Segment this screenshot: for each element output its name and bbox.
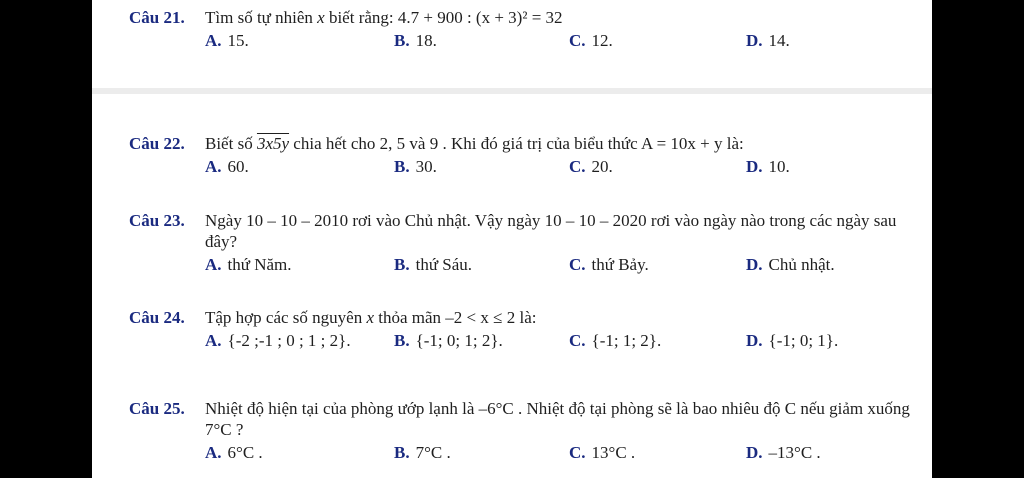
answer-options	[129, 442, 929, 463]
document-page	[92, 0, 932, 478]
question-21	[129, 7, 929, 51]
option-a: A. 60.	[205, 157, 249, 176]
option-c: C. 13°C .	[569, 443, 636, 462]
overlined-number: 3x5y	[256, 134, 290, 153]
option-a: A. 6°C .	[205, 443, 263, 462]
option-d: D. –13°C .	[746, 443, 821, 462]
option-a: A. thứ Năm.	[205, 255, 292, 274]
page-break	[92, 88, 932, 94]
question-24	[129, 307, 929, 351]
option-b: B. thứ Sáu.	[394, 255, 473, 274]
question-text: Tập hợp các số nguyên x thỏa mãn –2 < x ≤ 2 là:	[205, 308, 537, 327]
question-number: Câu 22.	[129, 134, 185, 153]
question-number: Câu 21.	[129, 8, 185, 27]
question-number: Câu 23.	[129, 211, 185, 230]
option-c: C. {-1; 1; 2}.	[569, 331, 662, 350]
variable: x	[317, 8, 325, 27]
option-c: C. thứ Bảy.	[569, 255, 649, 274]
question-text: Biết số 3x5y chia hết cho 2, 5 và 9 . Khi đó giá trị của biểu thức A = 10x + y là:	[205, 134, 744, 153]
answer-options	[129, 330, 929, 351]
option-d: D. 10.	[746, 157, 790, 176]
question-23	[129, 210, 929, 275]
option-d: D. {-1; 0; 1}.	[746, 331, 839, 350]
question-number: Câu 25.	[129, 399, 185, 418]
answer-options	[129, 254, 929, 275]
variable: x	[366, 308, 375, 327]
answer-options	[129, 30, 929, 51]
answer-options	[129, 156, 929, 177]
question-text: Ngày 10 – 10 – 2010 rơi vào Chủ nhật. Vậy ngày 10 – 10 – 2020 rơi vào ngày nào trong các ngày sau đây?	[205, 211, 897, 251]
option-c: C. 20.	[569, 157, 613, 176]
option-b: B. 18.	[394, 31, 437, 50]
option-a: A. {-2 ;-1 ; 0 ; 1 ; 2}.	[205, 331, 351, 350]
question-number: Câu 24.	[129, 308, 185, 327]
option-d: D. Chủ nhật.	[746, 255, 835, 274]
option-d: D. 14.	[746, 31, 790, 50]
option-c: C. 12.	[569, 31, 613, 50]
option-b: B. 30.	[394, 157, 437, 176]
question-25	[129, 398, 929, 463]
option-b: B. 7°C .	[394, 443, 451, 462]
question-22	[129, 133, 929, 177]
option-a: A. 15.	[205, 31, 249, 50]
question-text: Tìm số tự nhiên x biết rằng: 4.7 + 900 : (x + 3)² = 32	[205, 8, 563, 27]
option-b: B. {-1; 0; 1; 2}.	[394, 331, 503, 350]
question-text: Nhiệt độ hiện tại của phòng ướp lạnh là –6°C . Nhiệt độ tại phòng sẽ là bao nhiêu độ C nếu giảm xuống 7°C ?	[205, 399, 910, 439]
